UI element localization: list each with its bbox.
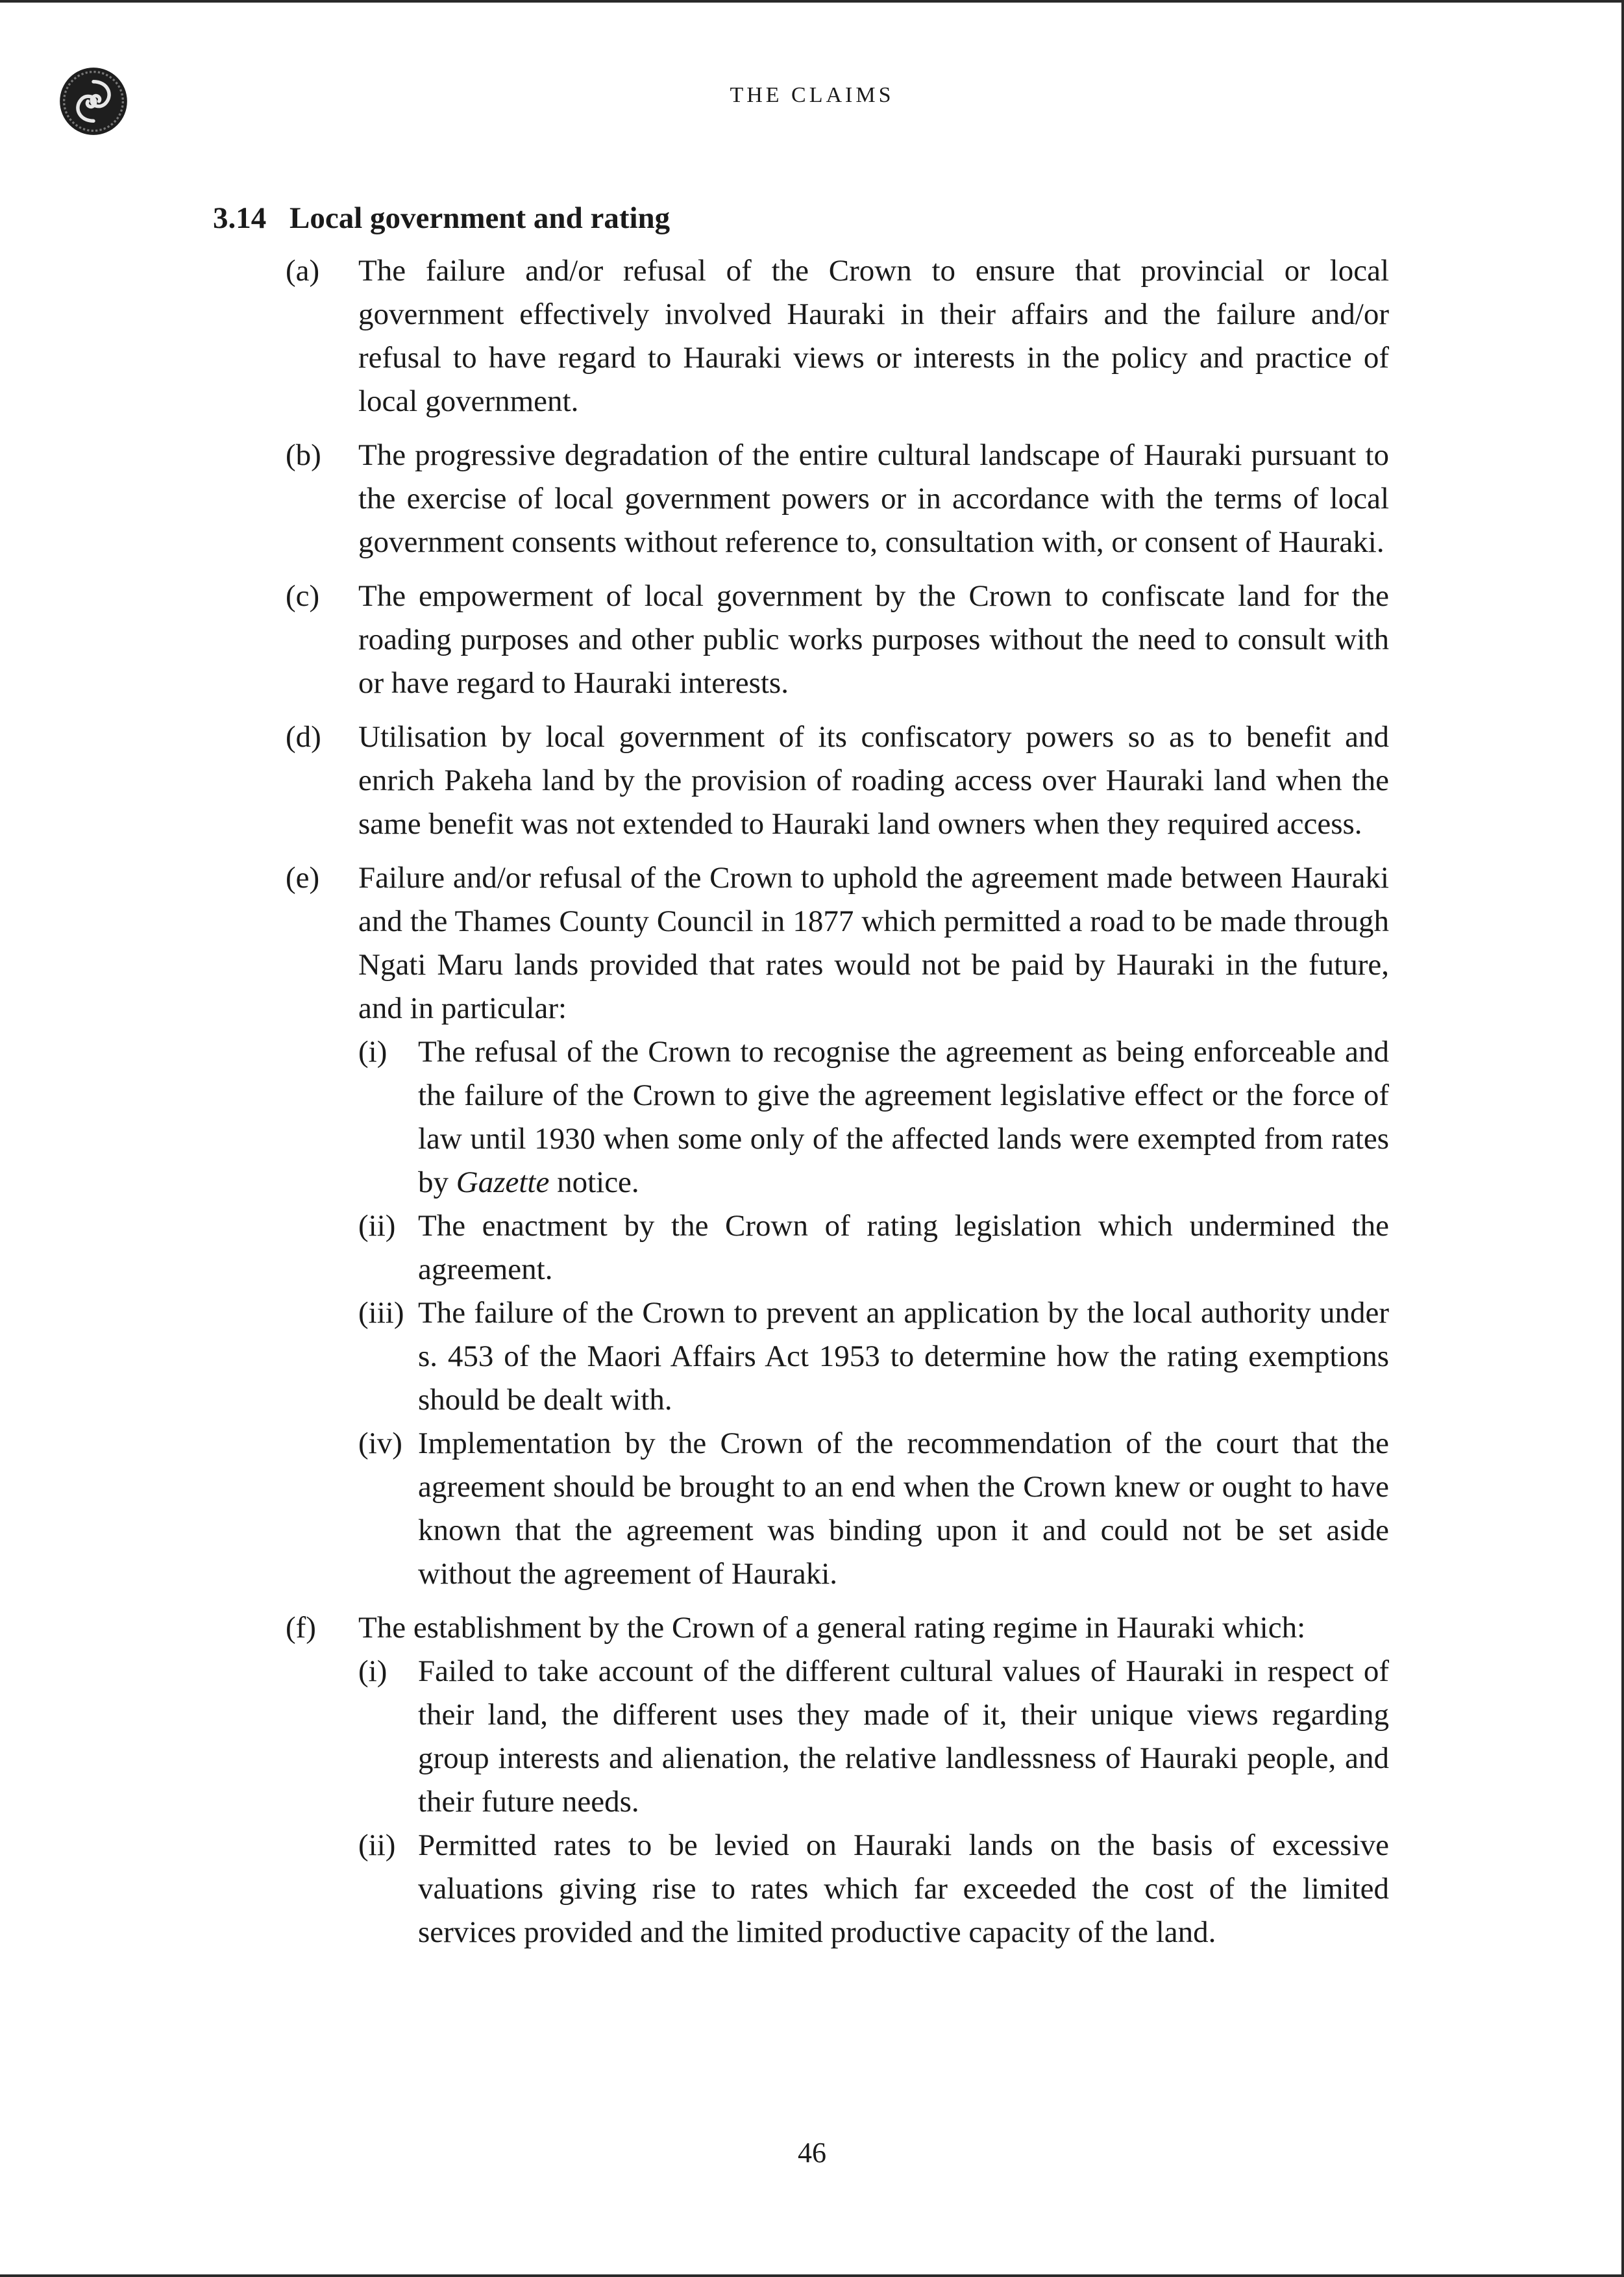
sub-item: [358, 1422, 1389, 1596]
item-label: (e): [286, 861, 320, 895]
sub-item-label: (ii): [358, 1209, 396, 1243]
item-label: (b): [286, 438, 321, 472]
item-text: The empowerment of local government by the Crown to confiscate land for the roading purposes and other public works purposes without the need to consult with or have regard to Hauraki interests.: [358, 579, 1389, 700]
page-number: 46: [798, 2137, 826, 2169]
section-number: 3.14: [213, 201, 267, 235]
sub-item-label: (iv): [358, 1426, 402, 1460]
page-border-bottom: [0, 2274, 1624, 2277]
sub-item-label: (iii): [358, 1296, 404, 1330]
list-item: [286, 856, 1389, 1596]
list-item: [286, 249, 1389, 423]
item-text: The failure and/or refusal of the Crown to ensure that provincial or local government effectively involved Hauraki in their affairs and the failure and/or refusal to have regard to Hauraki views or interests in the policy and practice of local government.: [358, 254, 1389, 418]
sub-item-text: The enactment by the Crown of rating legislation which undermined the agreement.: [418, 1209, 1389, 1286]
gazette-italic: Gazette: [456, 1165, 550, 1199]
claims-list: [286, 249, 1389, 1965]
list-item: [286, 715, 1389, 846]
sub-item-text-end: notice.: [549, 1165, 639, 1199]
item-label: (c): [286, 579, 320, 613]
list-item: [286, 1606, 1389, 1954]
item-text: The progressive degradation of the entire cultural landscape of Hauraki pursuant to the exercise of local government powers or in accordance with the terms of local government consents without reference to, consultation with, or consent of Hauraki.: [358, 438, 1389, 559]
section-title: Local government and rating: [289, 201, 671, 235]
running-header: THE CLAIMS: [730, 83, 894, 107]
sub-item-label: (i): [358, 1654, 388, 1688]
page-border-right: [1621, 0, 1624, 2277]
item-label: (f): [286, 1611, 316, 1645]
sub-item: [358, 1291, 1389, 1422]
list-item: [286, 434, 1389, 564]
page-border-top: [0, 0, 1624, 3]
sub-item-text: The failure of the Crown to prevent an application by the local authority under s. 453 of the Maori Affairs Act 1953 to determine how the rating exemptions should be dealt with.: [418, 1296, 1389, 1417]
sub-item-label: (ii): [358, 1828, 396, 1862]
item-label: (a): [286, 254, 320, 288]
sub-item-label: (i): [358, 1035, 388, 1069]
sub-item-text: Implementation by the Crown of the recommendation of the court that the agreement should be brought to an end when the Crown knew or ought to have known that the agreement was binding upon it and could not be set aside without the agreement of Hauraki.: [418, 1426, 1389, 1591]
sub-item-text: Failed to take account of the different cultural values of Hauraki in respect of their land, the different uses they made of it, their unique views regarding group interests and alienation, the relative landlessness of Hauraki people, and their future needs.: [418, 1654, 1389, 1819]
item-text: The establishment by the Crown of a general rating regime in Hauraki which:: [358, 1611, 1306, 1645]
section-heading: [213, 199, 670, 238]
sub-item: [358, 1204, 1389, 1291]
sub-item: [358, 1824, 1389, 1954]
item-text: Utilisation by local government of its confiscatory powers so as to benefit and enrich Pakeha land by the provision of roading access over Hauraki land when the same benefit was not extended to Hauraki land owners when they required access.: [358, 720, 1389, 841]
sub-item-text: The refusal of the Crown to recognise the agreement as being enforceable and the failure of the Crown to give the agreement legislative effect or the force of law until 1930 when some only of the affected lands were exempted from rates by: [418, 1035, 1389, 1199]
list-item: [286, 575, 1389, 705]
sub-item-text: Permitted rates to be levied on Hauraki lands on the basis of excessive valuations giving rise to rates which far exceeded the cost of the limited services provided and the limited productive capacity of the land.: [418, 1828, 1389, 1949]
sub-item: [358, 1650, 1389, 1824]
item-label: (d): [286, 720, 321, 754]
sub-item: [358, 1030, 1389, 1204]
item-text: Failure and/or refusal of the Crown to uphold the agreement made between Hauraki and the Thames County Council in 1877 which permitted a road to be made through Ngati Maru lands provided that rates would not be paid by Hauraki in the future, and in particular:: [358, 861, 1389, 1025]
